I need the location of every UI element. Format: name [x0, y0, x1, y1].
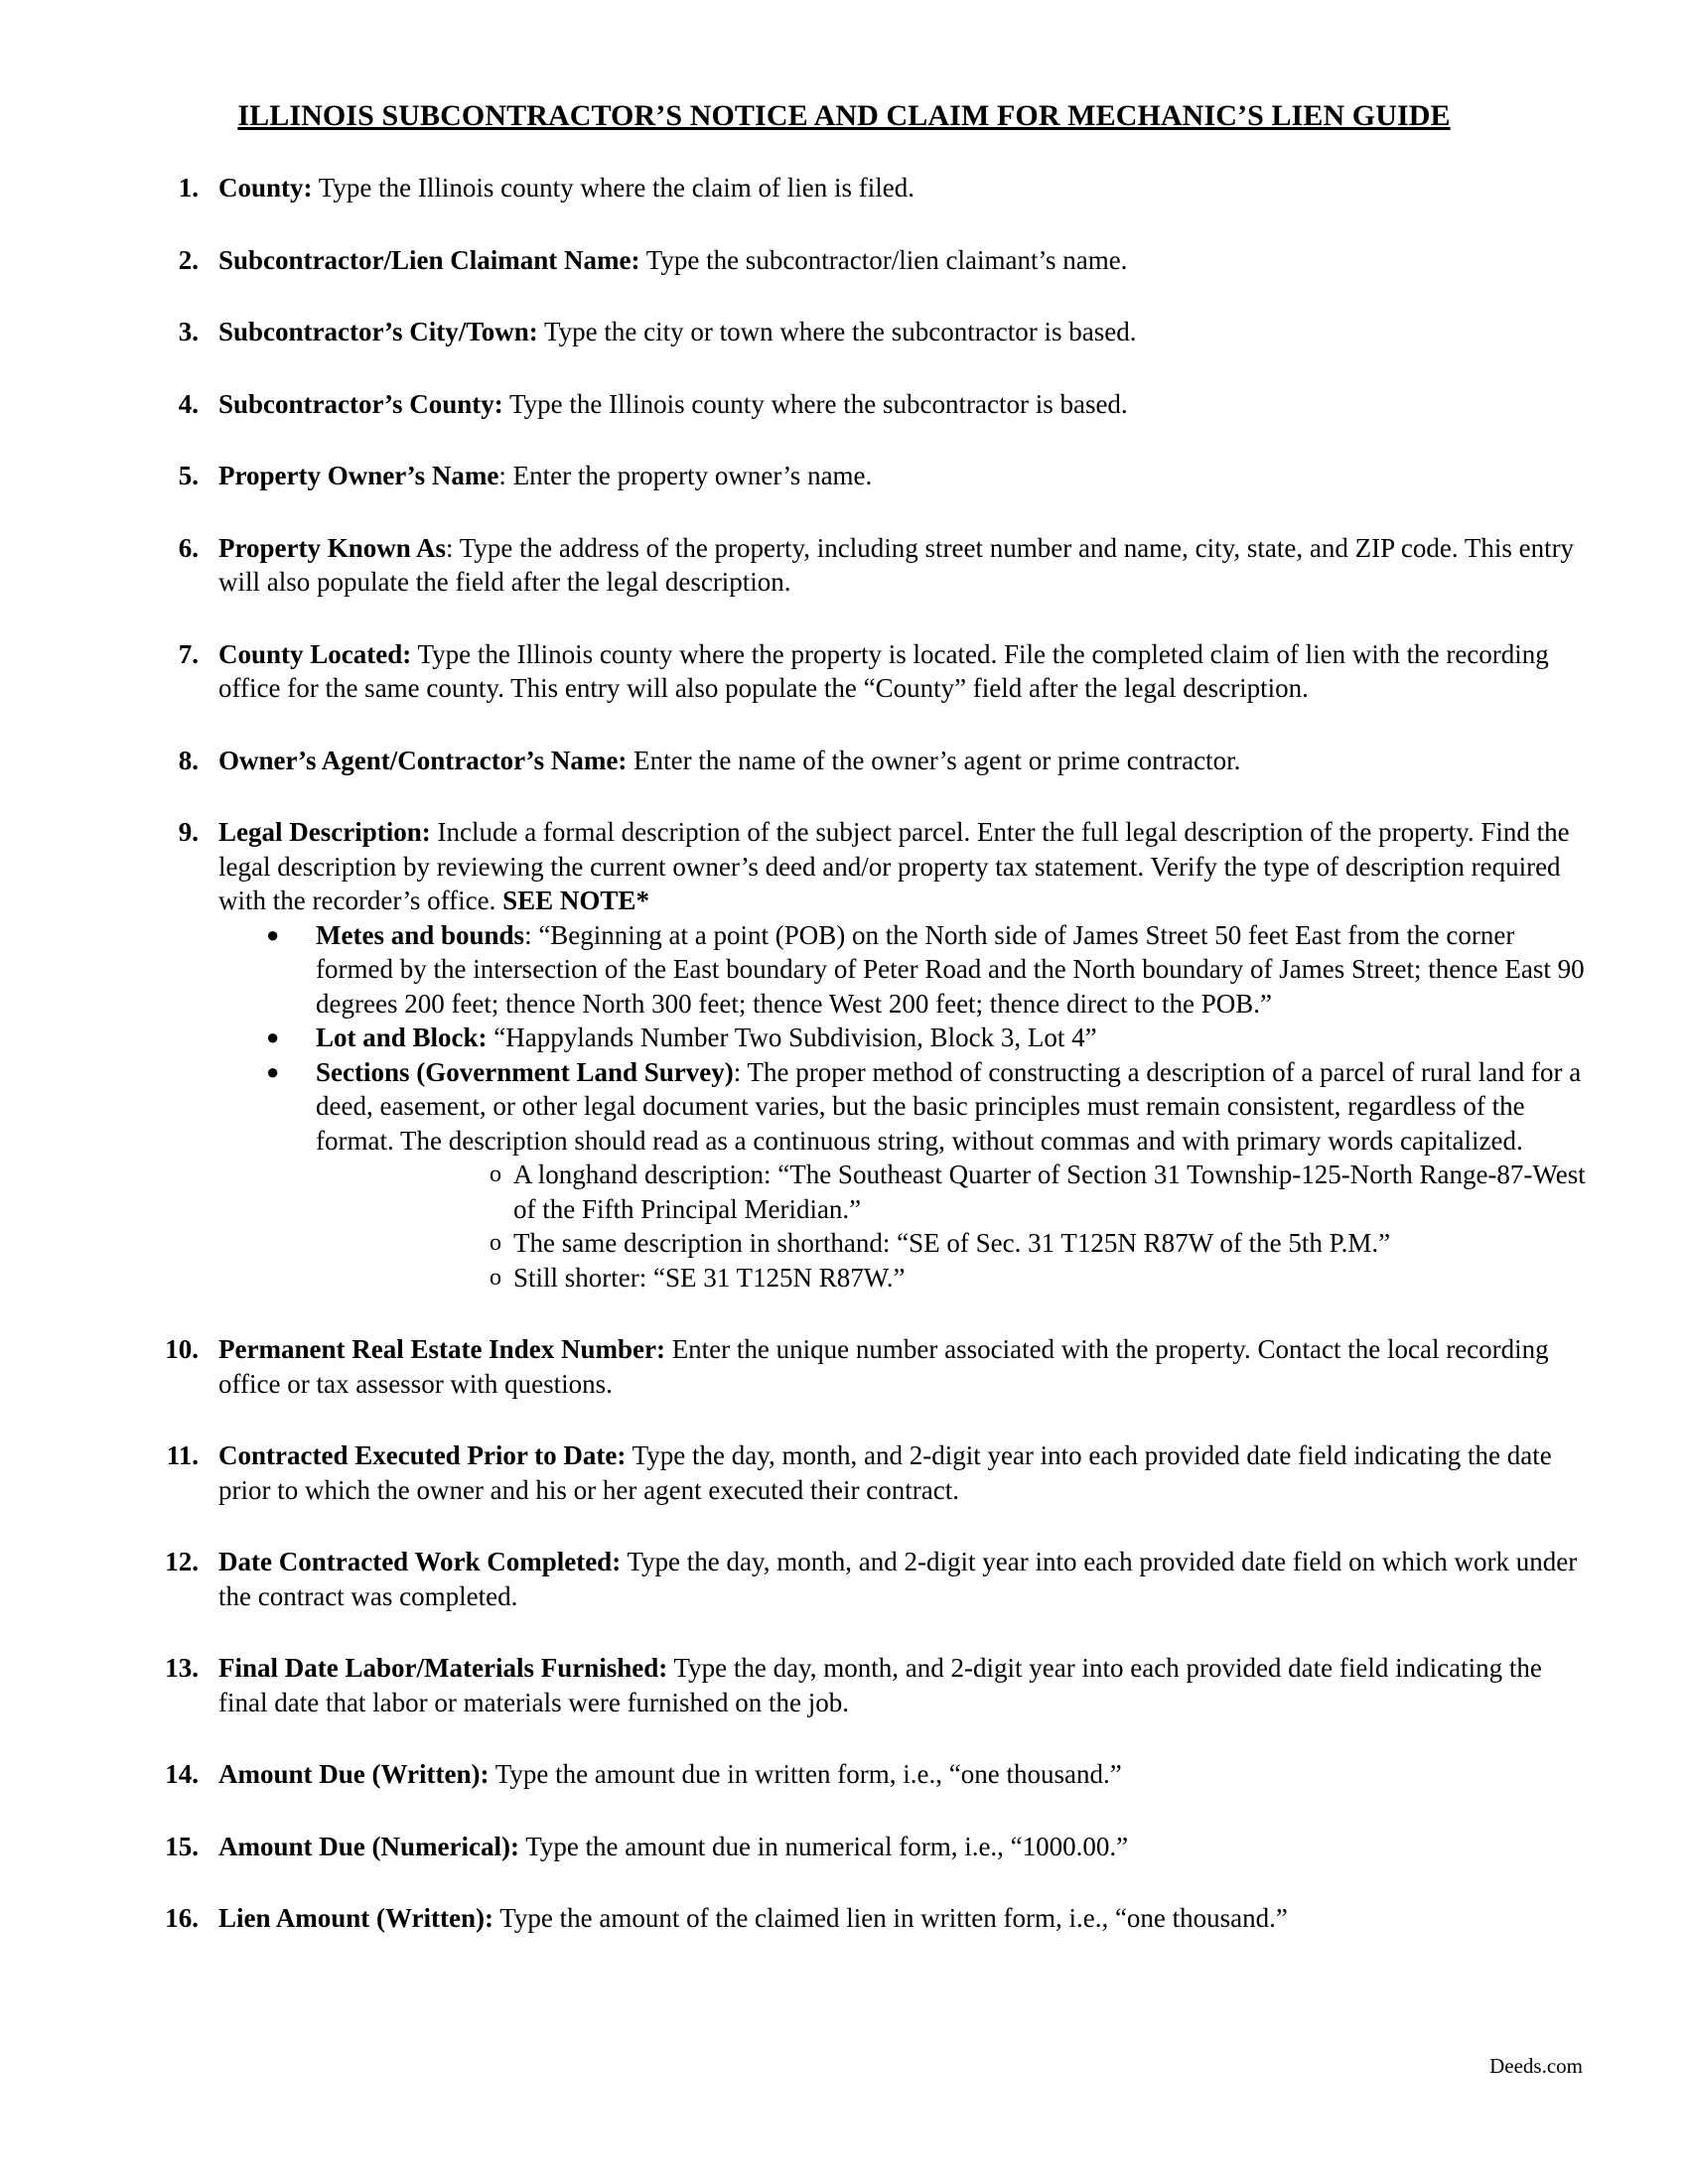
- item-number: 11.: [166, 1440, 199, 1470]
- sub-item: [316, 1261, 1587, 1296]
- see-note: SEE NOTE*: [502, 886, 649, 915]
- item-text: Type the Illinois county where the claim of lien is filed.: [312, 173, 914, 203]
- item-body: [199, 315, 1587, 349]
- circle-bullet-icon: o: [490, 1264, 501, 1291]
- item-term: Amount Due (Written):: [218, 1759, 490, 1789]
- guide-item: [147, 1438, 1587, 1507]
- guide-item: [147, 637, 1587, 706]
- item-number: 15.: [165, 1831, 199, 1861]
- item-number: 16.: [165, 1903, 199, 1933]
- item-text: Type the day, month, and 2-digit year into each provided date field indicating the date prior to which the owner and his or her agent executed their contract.: [218, 1440, 1552, 1505]
- item-number: 9.: [178, 817, 199, 847]
- item-body: [199, 459, 1587, 493]
- item-term: Legal Description:: [218, 817, 431, 847]
- sub-text: A longhand description: “The Southeast Quarter of Section 31 Township-125-North Range-87-West of the Fifth Principal Meridian.”: [513, 1160, 1586, 1224]
- sub-text: Still shorter: “SE 31 T125N R87W.”: [513, 1262, 906, 1293]
- item-term: County Located:: [218, 638, 412, 669]
- item-term: Contracted Executed Prior to Date:: [218, 1440, 627, 1470]
- guide-list: [147, 171, 1587, 1974]
- bullet-term: Lot and Block:: [316, 1023, 488, 1052]
- item-text: Include a formal description of the subject parcel. Enter the full legal description of the property. Find the legal description by reviewing the current owner’s deed and/or property tax statement. Verify the type of description required with the recorder’s office.: [218, 817, 1570, 915]
- item-number: 2.: [178, 244, 199, 275]
- item-text: : Type the address of the property, including street number and name, city, state, and ZIP code. This entry will also populate the field after the legal description.: [218, 532, 1575, 597]
- page-title: ILLINOIS SUBCONTRACTOR’S NOTICE AND CLAIM FOR MECHANIC’S LIEN GUIDE: [237, 99, 1451, 132]
- item-number: 5.: [178, 461, 199, 490]
- bullet-text: “Happylands Number Two Subdivision, Block 3, Lot 4”: [487, 1023, 1097, 1052]
- item-text: Type the amount of the claimed lien in written form, i.e., “one thousand.”: [493, 1903, 1288, 1933]
- bullet-item: [218, 918, 1587, 1022]
- item-term: Permanent Real Estate Index Number:: [218, 1334, 665, 1364]
- item-body: [199, 815, 1587, 1295]
- item-text: Type the amount due in written form, i.e., “one thousand.”: [489, 1759, 1122, 1789]
- item-body: [199, 1332, 1587, 1401]
- footer-brand: Deeds.com: [1489, 2054, 1583, 2078]
- item-text: : Enter the property owner’s name.: [498, 461, 873, 490]
- guide-item: [147, 1901, 1587, 1936]
- guide-item: [147, 1651, 1587, 1719]
- description-types: [218, 918, 1587, 1296]
- item-body: [199, 637, 1587, 706]
- item-body: [199, 1438, 1587, 1507]
- item-term: Subcontractor/Lien Claimant Name:: [218, 244, 640, 275]
- guide-item: [147, 315, 1587, 349]
- item-term: County:: [218, 173, 313, 203]
- item-number: 3.: [178, 317, 199, 346]
- item-body: [199, 1757, 1587, 1792]
- bullet-term: Metes and bounds: [316, 919, 525, 950]
- sub-list: [316, 1158, 1587, 1295]
- bullet-icon: ●: [266, 1058, 280, 1084]
- item-text: Type the Illinois county where the property is located. File the completed claim of lien with the recording office for the same county. This entry will also populate the “County” field after the legal description.: [218, 638, 1549, 703]
- bullet-icon: ●: [266, 1024, 280, 1049]
- item-number: 10.: [165, 1334, 199, 1364]
- guide-item: [147, 1757, 1587, 1792]
- item-number: 7.: [178, 638, 199, 669]
- bullet-text: : “Beginning at a point (POB) on the North side of James Street 50 feet East from the corner formed by the intersection of the East boundary of Peter Road and the North boundary of James Street; thence East 90 degrees 200 feet; thence North 300 feet; thence West 200 feet; thence direct to the POB.”: [316, 919, 1585, 1019]
- item-number: 13.: [165, 1653, 199, 1683]
- item-term: Lien Amount (Written):: [218, 1903, 493, 1933]
- item-text: Type the day, month, and 2-digit year into each provided date field on which work under the contract was completed.: [218, 1547, 1578, 1611]
- item-body: [199, 1545, 1587, 1613]
- item-term: Final Date Labor/Materials Furnished:: [218, 1653, 668, 1683]
- item-body: [199, 171, 1587, 205]
- item-text: Type the subcontractor/lien claimant’s name.: [639, 244, 1128, 275]
- item-term: Property Known As: [218, 532, 447, 563]
- bullet-text: : The proper method of constructing a description of a parcel of rural land for a deed, easement, or other legal document varies, but the basic principles must remain consistent, regardless of the format. The description should read as a continuous string, without commas and with primary words capitalized.: [316, 1056, 1582, 1156]
- guide-item: [147, 531, 1587, 600]
- item-term: Owner’s Agent/Contractor’s Name:: [218, 745, 628, 775]
- guide-item: [147, 1545, 1587, 1613]
- item-text: Type the Illinois county where the subcontractor is based.: [502, 388, 1128, 419]
- bullet-icon: ●: [266, 921, 280, 947]
- guide-item: [147, 1830, 1587, 1864]
- item-number: 4.: [178, 388, 199, 419]
- item-term: Property Owner’s Name: [218, 461, 499, 490]
- item-body: [199, 1901, 1587, 1936]
- bullet-item: [218, 1021, 1587, 1055]
- item-text: Type the city or town where the subcontractor is based.: [537, 317, 1137, 346]
- item-body: [199, 1651, 1587, 1719]
- guide-item: [147, 243, 1587, 278]
- guide-item: [147, 815, 1587, 1295]
- bullet-term: Sections (Government Land Survey): [316, 1056, 734, 1087]
- item-text: Type the day, month, and 2-digit year into each provided date field indicating the final date that labor or materials were furnished on the job.: [218, 1653, 1542, 1717]
- circle-bullet-icon: o: [490, 1230, 501, 1256]
- item-number: 1.: [178, 173, 199, 203]
- bullet-item: [218, 1055, 1587, 1296]
- guide-item: [147, 171, 1587, 205]
- sub-item: [316, 1226, 1587, 1261]
- item-number: 6.: [178, 532, 199, 563]
- item-text: Enter the unique number associated with the property. Contact the local recording office or tax assessor with questions.: [218, 1334, 1549, 1399]
- item-term: Subcontractor’s County:: [218, 388, 503, 419]
- item-text: Type the amount due in numerical form, i.e., “1000.00.”: [518, 1831, 1129, 1861]
- item-number: 12.: [165, 1547, 199, 1576]
- guide-item: [147, 459, 1587, 493]
- guide-item: [147, 1332, 1587, 1401]
- sub-text: The same description in shorthand: “SE of Sec. 31 T125N R87W of the 5th P.M.”: [513, 1228, 1391, 1258]
- guide-item: [147, 744, 1587, 778]
- sub-item: [316, 1158, 1587, 1226]
- guide-item: [147, 387, 1587, 422]
- item-term: Amount Due (Numerical):: [218, 1831, 519, 1861]
- item-body: [199, 1830, 1587, 1864]
- item-number: 14.: [165, 1759, 199, 1789]
- item-number: 8.: [178, 745, 199, 775]
- circle-bullet-icon: o: [490, 1161, 501, 1187]
- item-body: [199, 531, 1587, 600]
- item-body: [199, 243, 1587, 278]
- item-term: Date Contracted Work Completed:: [218, 1547, 622, 1576]
- item-body: [199, 387, 1587, 422]
- item-body: [199, 744, 1587, 778]
- item-text: Enter the name of the owner’s agent or prime contractor.: [627, 745, 1241, 775]
- item-term: Subcontractor’s City/Town:: [218, 317, 538, 346]
